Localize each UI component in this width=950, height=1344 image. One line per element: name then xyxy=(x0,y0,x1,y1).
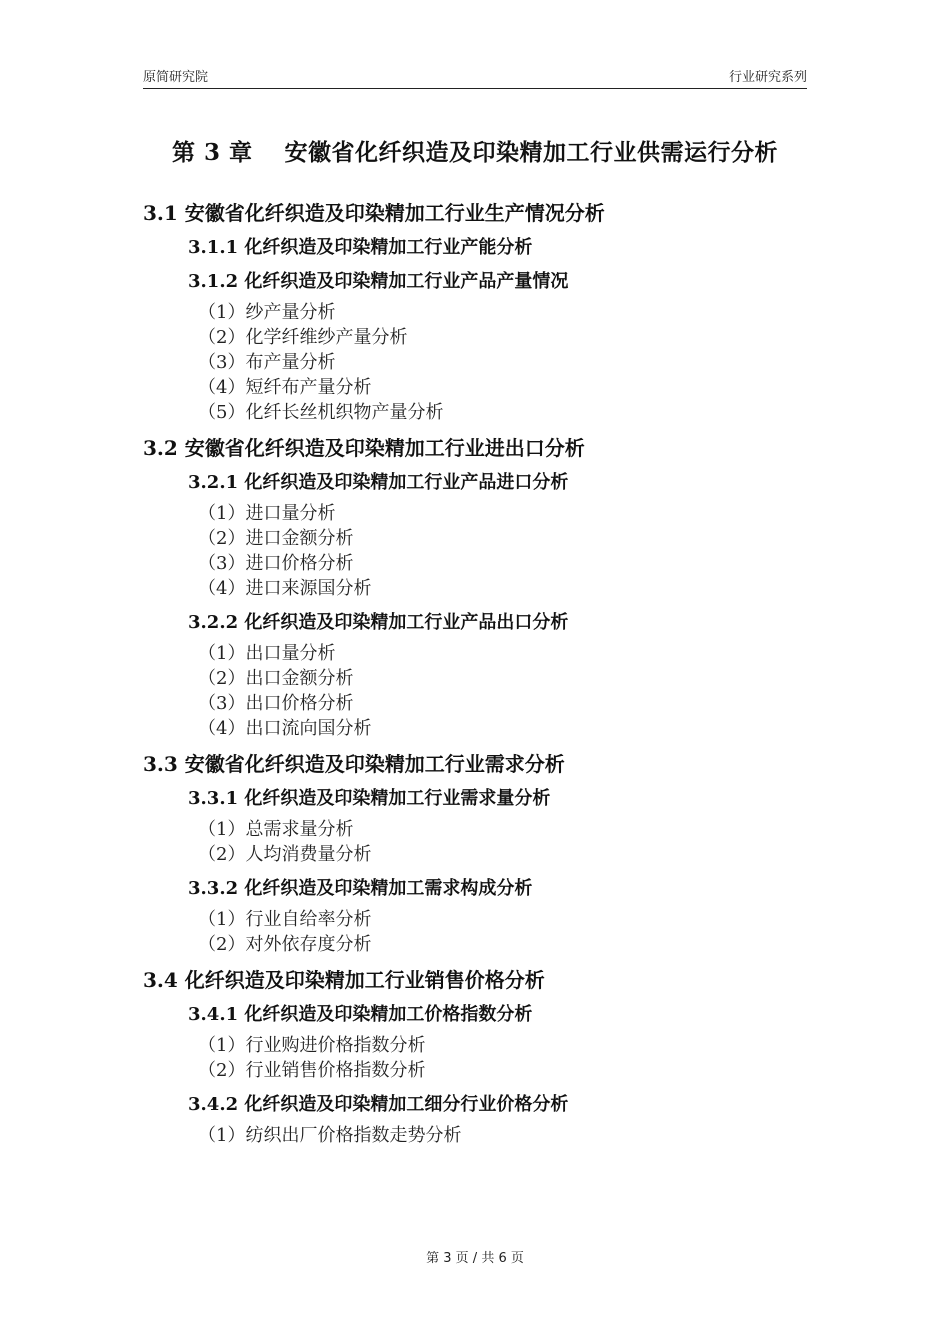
header-org: 原简研究院 xyxy=(143,70,209,85)
list-item: （2）化学纤维纱产量分析 xyxy=(198,327,408,348)
list-item: （1）纱产量分析 xyxy=(198,302,336,323)
list-item: （1）行业自给率分析 xyxy=(198,909,372,930)
subsection-title: 3.2.2 化纤织造及印染精加工行业产品出口分析 xyxy=(188,612,569,633)
section-title: 3.3 安徽省化纤织造及印染精加工行业需求分析 xyxy=(143,752,565,776)
list-item: （1）出口量分析 xyxy=(198,643,336,664)
list-item: （2）进口金额分析 xyxy=(198,528,354,549)
subsection-title: 3.4.2 化纤织造及印染精加工细分行业价格分析 xyxy=(188,1094,569,1115)
section-title: 3.2 安徽省化纤织造及印染精加工行业进出口分析 xyxy=(143,436,585,460)
list-item: （3）布产量分析 xyxy=(198,352,336,373)
section-title: 3.1 安徽省化纤织造及印染精加工行业生产情况分析 xyxy=(143,201,605,225)
list-item: （4）进口来源国分析 xyxy=(198,578,372,599)
list-item: （4）出口流向国分析 xyxy=(198,718,372,739)
chapter-title: 第 3 章 安徽省化纤织造及印染精加工行业供需运行分析 xyxy=(171,139,779,166)
header-series: 行业研究系列 xyxy=(728,70,807,85)
subsection-title: 3.2.1 化纤织造及印染精加工行业产品进口分析 xyxy=(188,472,569,493)
list-item: （3）出口价格分析 xyxy=(198,693,354,714)
toc-content xyxy=(143,200,807,1148)
list-item: （4）短纤布产量分析 xyxy=(198,377,372,398)
subsection-title: 3.3.2 化纤织造及印染精加工需求构成分析 xyxy=(188,878,533,899)
page-header xyxy=(143,64,807,89)
list-item: （1）进口量分析 xyxy=(198,503,336,524)
list-item: （3）进口价格分析 xyxy=(198,553,354,574)
subsection-title: 3.4.1 化纤织造及印染精加工价格指数分析 xyxy=(188,1004,533,1025)
list-item: （1）纺织出厂价格指数走势分析 xyxy=(198,1125,462,1146)
subsection-title: 3.3.1 化纤织造及印染精加工行业需求量分析 xyxy=(188,788,551,809)
list-item: （1）总需求量分析 xyxy=(198,819,354,840)
list-item: （5）化纤长丝机织物产量分析 xyxy=(198,402,444,423)
list-item: （1）行业购进价格指数分析 xyxy=(198,1035,426,1056)
list-item: （2）行业销售价格指数分析 xyxy=(198,1060,426,1081)
list-item: （2）对外依存度分析 xyxy=(198,934,372,955)
section-title: 3.4 化纤织造及印染精加工行业销售价格分析 xyxy=(143,968,545,992)
subsection-title: 3.1.2 化纤织造及印染精加工行业产品产量情况 xyxy=(188,271,569,292)
subsection-title: 3.1.1 化纤织造及印染精加工行业产能分析 xyxy=(188,237,533,258)
list-item: （2）出口金额分析 xyxy=(198,668,354,689)
page-footer: 第 3 页 / 共 6 页 xyxy=(426,1251,524,1266)
list-item: （2）人均消费量分析 xyxy=(198,844,372,865)
